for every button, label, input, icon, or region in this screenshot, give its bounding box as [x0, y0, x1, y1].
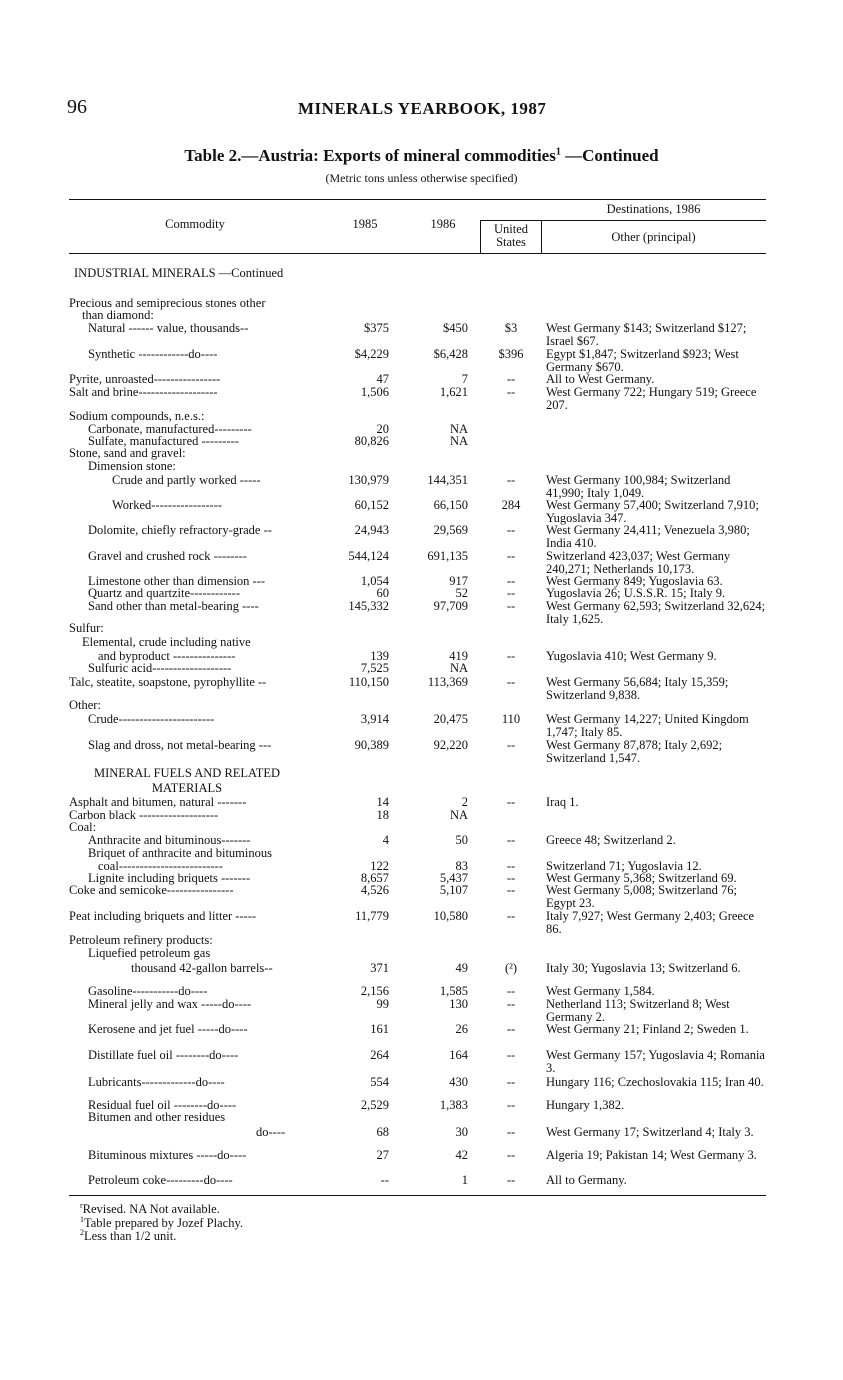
footnote-less-than	[80, 1228, 176, 1244]
value-1986-cell: 113,369	[427, 675, 468, 689]
value-1986-cell: 5,437	[439, 871, 468, 885]
value-1985-cell: 8,657	[360, 871, 389, 885]
value-1985-cell: 11,779	[355, 909, 389, 923]
commodity-cell: Distillate fuel oil --------do----	[88, 1049, 239, 1062]
value-1986-cell: 29,569	[433, 523, 468, 537]
value-1985-cell: 4,526	[360, 883, 389, 897]
section-mineral-fuels	[82, 766, 292, 796]
commodity-cell: Quartz and quartzite------------	[88, 587, 240, 600]
footnote-mark: 2	[80, 1228, 84, 1237]
value-1985-cell: $4,229	[354, 347, 389, 361]
commodity-cell: Gravel and crushed rock --------	[88, 550, 247, 563]
value-1986-cell: 49	[455, 961, 468, 975]
united-states-cell: --	[506, 473, 516, 487]
commodity-cell: Petroleum coke---------do----	[88, 1174, 233, 1187]
other-destinations-cell: West Germany 62,593; Switzerland 32,624; Italy 1,625.	[546, 599, 766, 626]
table-title-text: Table 2.—Austria: Exports of mineral commodities	[184, 146, 556, 165]
value-1985-cell: 1,506	[360, 385, 389, 399]
other-destinations-cell: West Germany $143; Switzerland $127; Israel $67.	[546, 321, 747, 348]
destinations-rule	[480, 220, 766, 221]
value-1985-cell: 2,529	[360, 1098, 389, 1112]
united-states-cell: (²)	[504, 961, 518, 975]
commodity-cell: Synthetic ------------do----	[88, 348, 218, 361]
united-states-cell: $396	[498, 347, 524, 361]
value-1986-cell: 97,709	[433, 599, 468, 613]
value-1986-cell: NA	[449, 661, 468, 675]
other-destinations-cell: Algeria 19; Pakistan 14; West Germany 3.	[546, 1148, 757, 1162]
commodity-cell: Mineral jelly and wax -----do----	[88, 998, 252, 1011]
commodity-cell: Salt and brine-------------------	[69, 386, 218, 399]
value-1985-cell: 544,124	[348, 549, 389, 563]
commodity-cell: Bituminous mixtures -----do----	[88, 1149, 247, 1162]
value-1985-cell: 554	[370, 1075, 389, 1089]
value-1985-cell: --	[380, 1173, 389, 1187]
commodity-cell: Kerosene and jet fuel -----do----	[88, 1023, 248, 1036]
value-1986-cell: 1,621	[439, 385, 468, 399]
commodity-cell: Carbon black -------------------	[69, 809, 219, 822]
table-title-footnote-mark: 1	[555, 146, 561, 158]
other-destinations-cell: West Germany 21; Finland 2; Sweden 1.	[546, 1022, 749, 1036]
united-states-cell: --	[506, 1048, 516, 1062]
commodity-cell: Sodium compounds, n.e.s.:	[69, 410, 205, 423]
other-destinations-cell: West Germany 5,368; Switzerland 69.	[546, 871, 737, 885]
value-1985-cell: 60,152	[354, 498, 389, 512]
commodity-cell: Talc, steatite, soapstone, pyrophyllite --	[69, 676, 267, 689]
value-1986-cell: 1,383	[439, 1098, 468, 1112]
commodity-cell: Liquefied petroleum gas	[88, 947, 211, 960]
commodity-cell: Other:	[69, 699, 101, 712]
value-1985-cell: $375	[364, 321, 389, 335]
united-states-cell: --	[506, 649, 516, 663]
united-states-cell: 110	[501, 712, 521, 726]
united-states-cell: --	[506, 738, 516, 752]
footnote-text: Revised. NA Not available.	[82, 1202, 220, 1217]
other-destinations-cell: Netherland 113; Switzerland 8; West Germany 2.	[546, 997, 730, 1024]
united-states-cell: --	[506, 372, 516, 386]
commodity-cell: than diamond:	[82, 309, 154, 322]
united-states-cell: --	[506, 859, 516, 873]
other-destinations-cell: Hungary 1,382.	[546, 1098, 625, 1112]
commodity-cell: Petroleum refinery products:	[69, 934, 213, 947]
united-states-cell: --	[506, 871, 516, 885]
other-destinations-cell: Yugoslavia 410; West Germany 9.	[546, 649, 717, 663]
commodity-cell: Sulfur:	[69, 622, 104, 635]
value-1985-cell: 161	[370, 1022, 389, 1036]
value-1985-cell: 20	[376, 422, 389, 436]
value-1986-cell: 66,150	[433, 498, 468, 512]
value-1986-cell: 52	[455, 586, 468, 600]
col-header-destinations: Destinations, 1986	[606, 202, 701, 216]
united-states-cell: 284	[501, 498, 521, 512]
footnote-mark: r	[80, 1201, 83, 1210]
other-destinations-cell: West Germany 849; Yugoslavia 63.	[546, 574, 723, 588]
value-1985-cell: 68	[376, 1125, 389, 1139]
value-1985-cell: 18	[376, 808, 389, 822]
value-1985-cell: 110,150	[348, 675, 389, 689]
commodity-cell: Residual fuel oil --------do----	[88, 1099, 237, 1112]
other-destinations-cell: All to West Germany.	[546, 372, 655, 386]
value-1986-cell: 164	[449, 1048, 468, 1062]
value-1986-cell: 42	[455, 1148, 468, 1162]
commodity-cell: coal-------------------------	[98, 860, 223, 873]
commodity-cell: Pyrite, unroasted----------------	[69, 373, 221, 386]
commodity-cell: Stone, sand and gravel:	[69, 447, 186, 460]
table-bottom-rule	[69, 1195, 766, 1196]
value-1985-cell: 80,826	[354, 434, 389, 448]
commodity-cell: Anthracite and bituminous-------	[88, 834, 251, 847]
value-1986-cell: 1	[461, 1173, 468, 1187]
united-states-cell: --	[506, 1148, 516, 1162]
footnote-text: Less than 1/2 unit.	[84, 1229, 177, 1244]
united-states-cell: --	[506, 909, 516, 923]
commodity-cell: Worked-----------------	[112, 499, 223, 512]
other-destinations-cell: Switzerland 423,037; West Germany 240,271; Netherlands 10,173.	[546, 549, 731, 576]
united-states-cell: --	[506, 574, 516, 588]
section-mineral-fuels-line2: MATERIALS	[151, 781, 223, 795]
table-subtitle: (Metric tons unless otherwise specified)	[325, 171, 518, 185]
section-industrial-minerals: INDUSTRIAL MINERALS —Continued	[74, 266, 284, 280]
col-header-united-states	[481, 223, 541, 249]
value-1986-cell: 430	[449, 1075, 468, 1089]
value-1986-cell: 7	[461, 372, 468, 386]
value-1986-cell: 92,220	[433, 738, 468, 752]
other-destinations-cell: Yugoslavia 26; U.S.S.R. 15; Italy 9.	[546, 586, 726, 600]
value-1985-cell: 4	[382, 833, 389, 847]
commodity-cell: Coke and semicoke----------------	[69, 884, 234, 897]
united-states-cell: --	[506, 599, 516, 613]
value-1985-cell: 371	[370, 961, 389, 975]
commodity-cell: Dolomite, chiefly refractory-grade --	[88, 524, 272, 537]
united-states-cell: --	[506, 833, 516, 847]
commodity-cell: Sulfuric acid-------------------	[88, 662, 232, 675]
value-1986-cell: NA	[449, 434, 468, 448]
united-states-cell: --	[506, 586, 516, 600]
united-states-cell: --	[506, 1125, 516, 1139]
commodity-cell: Sand other than metal-bearing ----	[88, 600, 259, 613]
value-1986-cell: 691,135	[427, 549, 468, 563]
other-destinations-cell: West Germany 24,411; Venezuela 3,980; India 410.	[546, 523, 750, 550]
other-destinations-cell: West Germany 157; Yugoslavia 4; Romania 3.	[546, 1048, 765, 1075]
united-states-cell: --	[506, 1022, 516, 1036]
value-1986-cell: 20,475	[433, 712, 468, 726]
commodity-cell: Crude-----------------------	[88, 713, 215, 726]
value-1986-cell: 917	[449, 574, 468, 588]
commodity-cell: Coal:	[69, 821, 97, 834]
united-states-cell: --	[506, 997, 516, 1011]
col-header-commodity: Commodity	[165, 217, 225, 231]
other-destinations-cell: West Germany 57,400; Switzerland 7,910; Yugoslavia 347.	[546, 498, 759, 525]
value-1986-cell: 10,580	[433, 909, 468, 923]
value-1986-cell: 419	[449, 649, 468, 663]
united-states-cell: --	[506, 549, 516, 563]
other-destinations-cell: Italy 7,927; West Germany 2,403; Greece 86.	[546, 909, 755, 936]
running-title: MINERALS YEARBOOK, 1987	[298, 99, 547, 118]
value-1986-cell: 130	[449, 997, 468, 1011]
commodity-cell: Gasoline-----------do----	[88, 985, 208, 998]
col-header-states: States	[496, 235, 526, 249]
section-mineral-fuels-line1: MINERAL FUELS AND RELATED	[94, 766, 280, 780]
other-destinations-cell: West Germany 722; Hungary 519; Greece 207.	[546, 385, 757, 412]
united-states-cell: --	[506, 795, 516, 809]
value-1985-cell: 60	[376, 586, 389, 600]
value-1986-cell: $6,428	[433, 347, 468, 361]
commodity-cell: Limestone other than dimension ---	[88, 575, 266, 588]
commodity-cell: Asphalt and bitumen, natural -------	[69, 796, 247, 809]
other-destinations-cell: Hungary 116; Czechoslovakia 115; Iran 40.	[546, 1075, 764, 1089]
commodity-cell: Dimension stone:	[88, 460, 176, 473]
value-1986-cell: 144,351	[427, 473, 468, 487]
united-states-cell: --	[506, 675, 516, 689]
other-destinations-cell: West Germany 1,584.	[546, 984, 655, 998]
united-states-cell: --	[506, 385, 516, 399]
table-title-suffix: —Continued	[560, 146, 659, 165]
value-1986-cell: 2	[461, 795, 468, 809]
value-1985-cell: 1,054	[360, 574, 389, 588]
united-states-cell: --	[506, 1075, 516, 1089]
other-destinations-cell: Switzerland 71; Yugoslavia 12.	[546, 859, 702, 873]
commodity-cell: Crude and partly worked -----	[112, 474, 261, 487]
value-1985-cell: 3,914	[360, 712, 389, 726]
value-1985-cell: 99	[376, 997, 389, 1011]
commodity-cell: Lignite including briquets -------	[88, 872, 251, 885]
value-1985-cell: 90,389	[354, 738, 389, 752]
value-1986-cell: 26	[455, 1022, 468, 1036]
commodity-cell: Carbonate, manufactured---------	[88, 423, 252, 436]
value-1985-cell: 24,943	[354, 523, 389, 537]
commodity-cell: Bitumen and other residues	[88, 1111, 226, 1124]
other-destinations-cell: Iraq 1.	[546, 795, 579, 809]
commodity-cell: Precious and semiprecious stones other	[69, 297, 266, 310]
commodity-cell: Natural ------ value, thousands--	[88, 322, 249, 335]
other-destinations-cell: West Germany 5,008; Switzerland 76; Egypt 23.	[546, 883, 737, 910]
value-1986-cell: 30	[455, 1125, 468, 1139]
value-1986-cell: NA	[449, 808, 468, 822]
united-states-cell: --	[506, 883, 516, 897]
united-states-cell: $3	[504, 321, 518, 335]
value-1985-cell: 264	[370, 1048, 389, 1062]
united-states-cell: --	[506, 984, 516, 998]
value-1985-cell: 122	[370, 859, 389, 873]
value-1985-cell: 14	[376, 795, 389, 809]
value-1986-cell: NA	[449, 422, 468, 436]
value-1985-cell: 130,979	[348, 473, 389, 487]
value-1985-cell: 2,156	[360, 984, 389, 998]
commodity-cell: and byproduct ---------------	[98, 650, 236, 663]
commodity-cell: do----	[256, 1126, 286, 1139]
other-destinations-cell: Italy 30; Yugoslavia 13; Switzerland 6.	[546, 961, 741, 975]
header-bottom-rule	[69, 253, 766, 254]
other-destinations-cell: All to Germany.	[546, 1173, 627, 1187]
value-1986-cell: 5,107	[439, 883, 468, 897]
united-states-cell: --	[506, 1098, 516, 1112]
footnote-mark: 1	[80, 1215, 84, 1224]
value-1986-cell: 83	[455, 859, 468, 873]
value-1985-cell: 27	[376, 1148, 389, 1162]
col-header-other: Other (principal)	[611, 230, 696, 244]
value-1985-cell: 145,332	[348, 599, 389, 613]
commodity-cell: Lubricants-------------do----	[88, 1076, 225, 1089]
other-destinations-cell: West Germany 14,227; United Kingdom 1,747; Italy 85.	[546, 712, 749, 739]
other-destinations-cell: Greece 48; Switzerland 2.	[546, 833, 676, 847]
col-header-united: United	[493, 222, 529, 236]
col-header-1985: 1985	[352, 217, 378, 231]
other-destinations-cell: West Germany 87,878; Italy 2,692; Switzerland 1,547.	[546, 738, 723, 765]
commodity-cell: thousand 42-gallon barrels--	[131, 962, 273, 975]
other-destinations-cell: West Germany 56,684; Italy 15,359; Switzerland 9,838.	[546, 675, 729, 702]
table-title	[0, 146, 843, 166]
commodity-cell: Peat including briquets and litter -----	[69, 910, 257, 923]
value-1986-cell: $450	[443, 321, 468, 335]
value-1985-cell: 47	[376, 372, 389, 386]
other-destinations-cell: West Germany 100,984; Switzerland 41,990; Italy 1,049.	[546, 473, 731, 500]
united-states-cell: --	[506, 1173, 516, 1187]
value-1985-cell: 139	[370, 649, 389, 663]
value-1985-cell: 7,525	[360, 661, 389, 675]
united-states-cell: --	[506, 523, 516, 537]
value-1986-cell: 1,585	[439, 984, 468, 998]
commodity-cell: Elemental, crude including native	[82, 636, 251, 649]
commodity-cell: Briquet of anthracite and bituminous	[88, 847, 272, 860]
commodity-cell: Sulfate, manufactured ---------	[88, 435, 239, 448]
header-top-rule	[69, 199, 766, 200]
commodity-cell: Slag and dross, not metal-bearing ---	[88, 739, 272, 752]
value-1986-cell: 50	[455, 833, 468, 847]
footnote-text: Table prepared by Jozef Plachy.	[84, 1216, 244, 1231]
col-header-1986: 1986	[430, 217, 456, 231]
other-destinations-cell: Egypt $1,847; Switzerland $923; West Germany $670.	[546, 347, 739, 374]
page-number: 96	[67, 96, 87, 118]
other-destinations-cell: West Germany 17; Switzerland 4; Italy 3.	[546, 1125, 754, 1139]
